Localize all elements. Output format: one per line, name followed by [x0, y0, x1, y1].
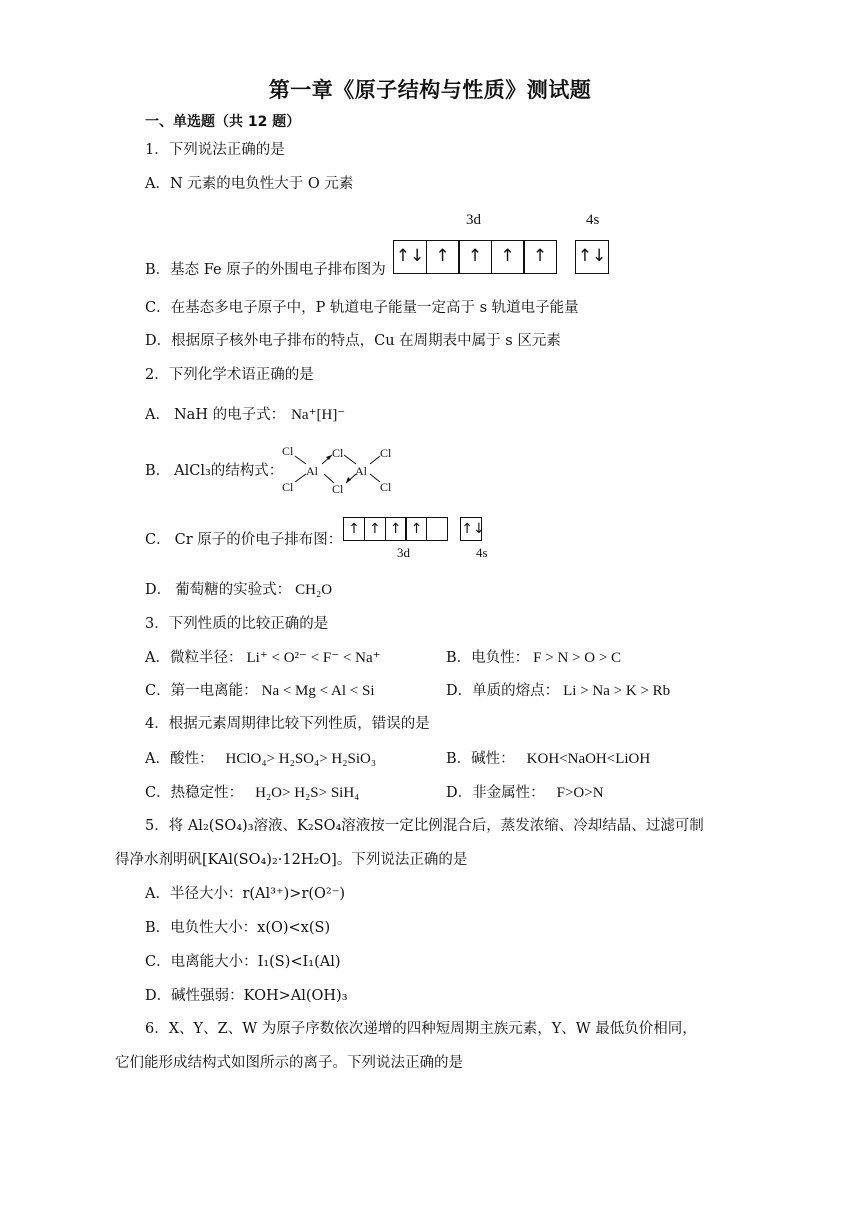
option-formula: Na < Mg < Al < Si — [261, 683, 375, 699]
q3-option-b — [446, 648, 621, 668]
option-letter: C． — [145, 532, 171, 548]
q4-option-b — [446, 749, 650, 769]
orbital-box: ↑↓ — [461, 521, 485, 537]
q5-stem-line1: 5．将 Al₂(SO₄)₃溶液、K₂SO₄溶液按一定比例混合后，蒸发浓缩、冷却结晶、过滤可制 — [145, 818, 704, 834]
atom-label: Cl — [332, 446, 344, 460]
q2-stem: 2．下列化学术语正确的是 — [145, 367, 314, 383]
option-text: D．非金属性： — [446, 785, 545, 801]
q1-option-b: B．基态 Fe 原子的外围电子排布图为 — [145, 262, 386, 278]
q4-option-d — [446, 783, 604, 803]
option-letter: A． — [145, 407, 170, 423]
option-text: A．微粒半径： — [145, 650, 243, 666]
option-formula: Li > Na > K > Rb — [563, 683, 671, 699]
option-text: AlCl₃的结构式： — [174, 463, 284, 479]
option-text: B．电负性： — [446, 650, 530, 666]
atom-label: Al — [306, 464, 318, 478]
q5-option-d: D．碱性强弱：KOH>Al(OH)₃ — [145, 988, 348, 1004]
alcl3-structure-diagram — [278, 442, 400, 498]
atom-label: Cl — [380, 480, 392, 494]
q3-option-a — [145, 648, 381, 668]
option-formula: HClO₄> H₂SO₄> H₂SiO₃ — [225, 751, 377, 767]
orbital-box: ↑ — [368, 521, 381, 537]
section-heading: 一、单选题（共 12 题） — [145, 114, 301, 130]
glucose-empirical-formula: CH₂O — [295, 582, 333, 598]
q2-3d-label: 3d — [397, 545, 410, 560]
page-title: 第一章《原子结构与性质》测试题 — [268, 78, 592, 102]
option-text: Cr 原子的价电子排布图： — [174, 532, 343, 548]
nah-electron-formula: Na⁺[H]⁻ — [291, 407, 346, 423]
q1-option-a: A．N 元素的电负性大于 O 元素 — [145, 176, 354, 192]
q3-option-d — [446, 681, 670, 701]
q1-3d-label: 3d — [466, 212, 481, 228]
q1-4s-label: 4s — [586, 212, 600, 228]
q2-option-b — [145, 461, 283, 481]
option-text: C．热稳定性： — [145, 785, 244, 801]
option-text: 葡萄糖的实验式： — [175, 582, 292, 598]
option-formula: KOH<NaOH<LiOH — [526, 751, 651, 767]
atom-label: Cl — [332, 482, 344, 496]
orbital-box: ↑ — [435, 246, 450, 266]
option-letter: B． — [145, 463, 171, 479]
q2-option-c — [145, 530, 342, 550]
orbital-box: ↑↓ — [577, 246, 607, 266]
orbital-box: ↑↓ — [395, 246, 425, 266]
q2-option-a — [145, 405, 345, 425]
atom-label: Cl — [282, 480, 294, 494]
atom-label: Al — [355, 464, 367, 478]
q5-option-a: A．半径大小：r(Al³⁺)>r(O²⁻) — [145, 886, 346, 902]
atom-label: Cl — [380, 446, 392, 460]
orbital-box: ↑ — [532, 246, 548, 266]
orbital-box: ↑ — [389, 521, 402, 537]
option-formula: Li⁺ < O²⁻ < F⁻ < Na⁺ — [246, 650, 381, 666]
q4-option-c — [145, 783, 359, 803]
option-text: A．酸性： — [145, 751, 214, 767]
option-text: B．碱性： — [446, 751, 515, 767]
q3-stem: 3．下列性质的比较正确的是 — [145, 616, 329, 632]
orbital-box: ↑ — [348, 521, 360, 537]
orbital-box: ↑ — [500, 246, 515, 266]
q1-option-d: D．根据原子核外电子排布的特点，Cu 在周期表中属于 s 区元素 — [145, 333, 561, 349]
q5-stem-line2: 得净水剂明矾[KAl(SO₄)₂·12H₂O]。下列说法正确的是 — [115, 852, 468, 868]
q1-option-c: C．在基态多电子原子中，P 轨道电子能量一定高于 s 轨道电子能量 — [145, 300, 579, 316]
q2-cr-orbital-diagram — [343, 517, 485, 541]
option-formula: F>O>N — [556, 785, 604, 801]
q4-stem: 4．根据元素周期律比较下列性质，错误的是 — [145, 716, 430, 732]
option-text: NaH 的电子式： — [173, 407, 286, 423]
option-formula: H₂O> H₂S> SiH₄ — [255, 785, 360, 801]
q6-stem-line2: 它们能形成结构式如图所示的离子。下列说法正确的是 — [115, 1055, 463, 1071]
q1-stem: 1．下列说法正确的是 — [145, 142, 285, 158]
q4-option-a — [145, 749, 376, 769]
q2-option-d — [145, 580, 332, 600]
q6-stem-line1: 6．X、Y、Z、W 为原子序数依次递增的四种短周期主族元素，Y、W 最低负价相同， — [145, 1021, 697, 1037]
q3-option-c — [145, 681, 375, 701]
option-formula: F > N > O > C — [533, 650, 622, 666]
orbital-box: ↑ — [467, 246, 483, 266]
option-text: D．单质的熔点： — [446, 683, 560, 699]
option-text: C．第一电离能： — [145, 683, 258, 699]
q5-option-b: B．电负性大小：x(O)<x(S) — [145, 920, 331, 936]
q2-4s-label: 4s — [476, 545, 488, 560]
orbital-box: ↑ — [410, 521, 423, 537]
option-letter: D． — [145, 582, 172, 598]
q5-option-c: C．电离能大小：I₁(S)<I₁(Al) — [145, 954, 341, 970]
atom-label: Cl — [282, 444, 294, 458]
q1-fe-orbital-diagram — [393, 240, 609, 274]
